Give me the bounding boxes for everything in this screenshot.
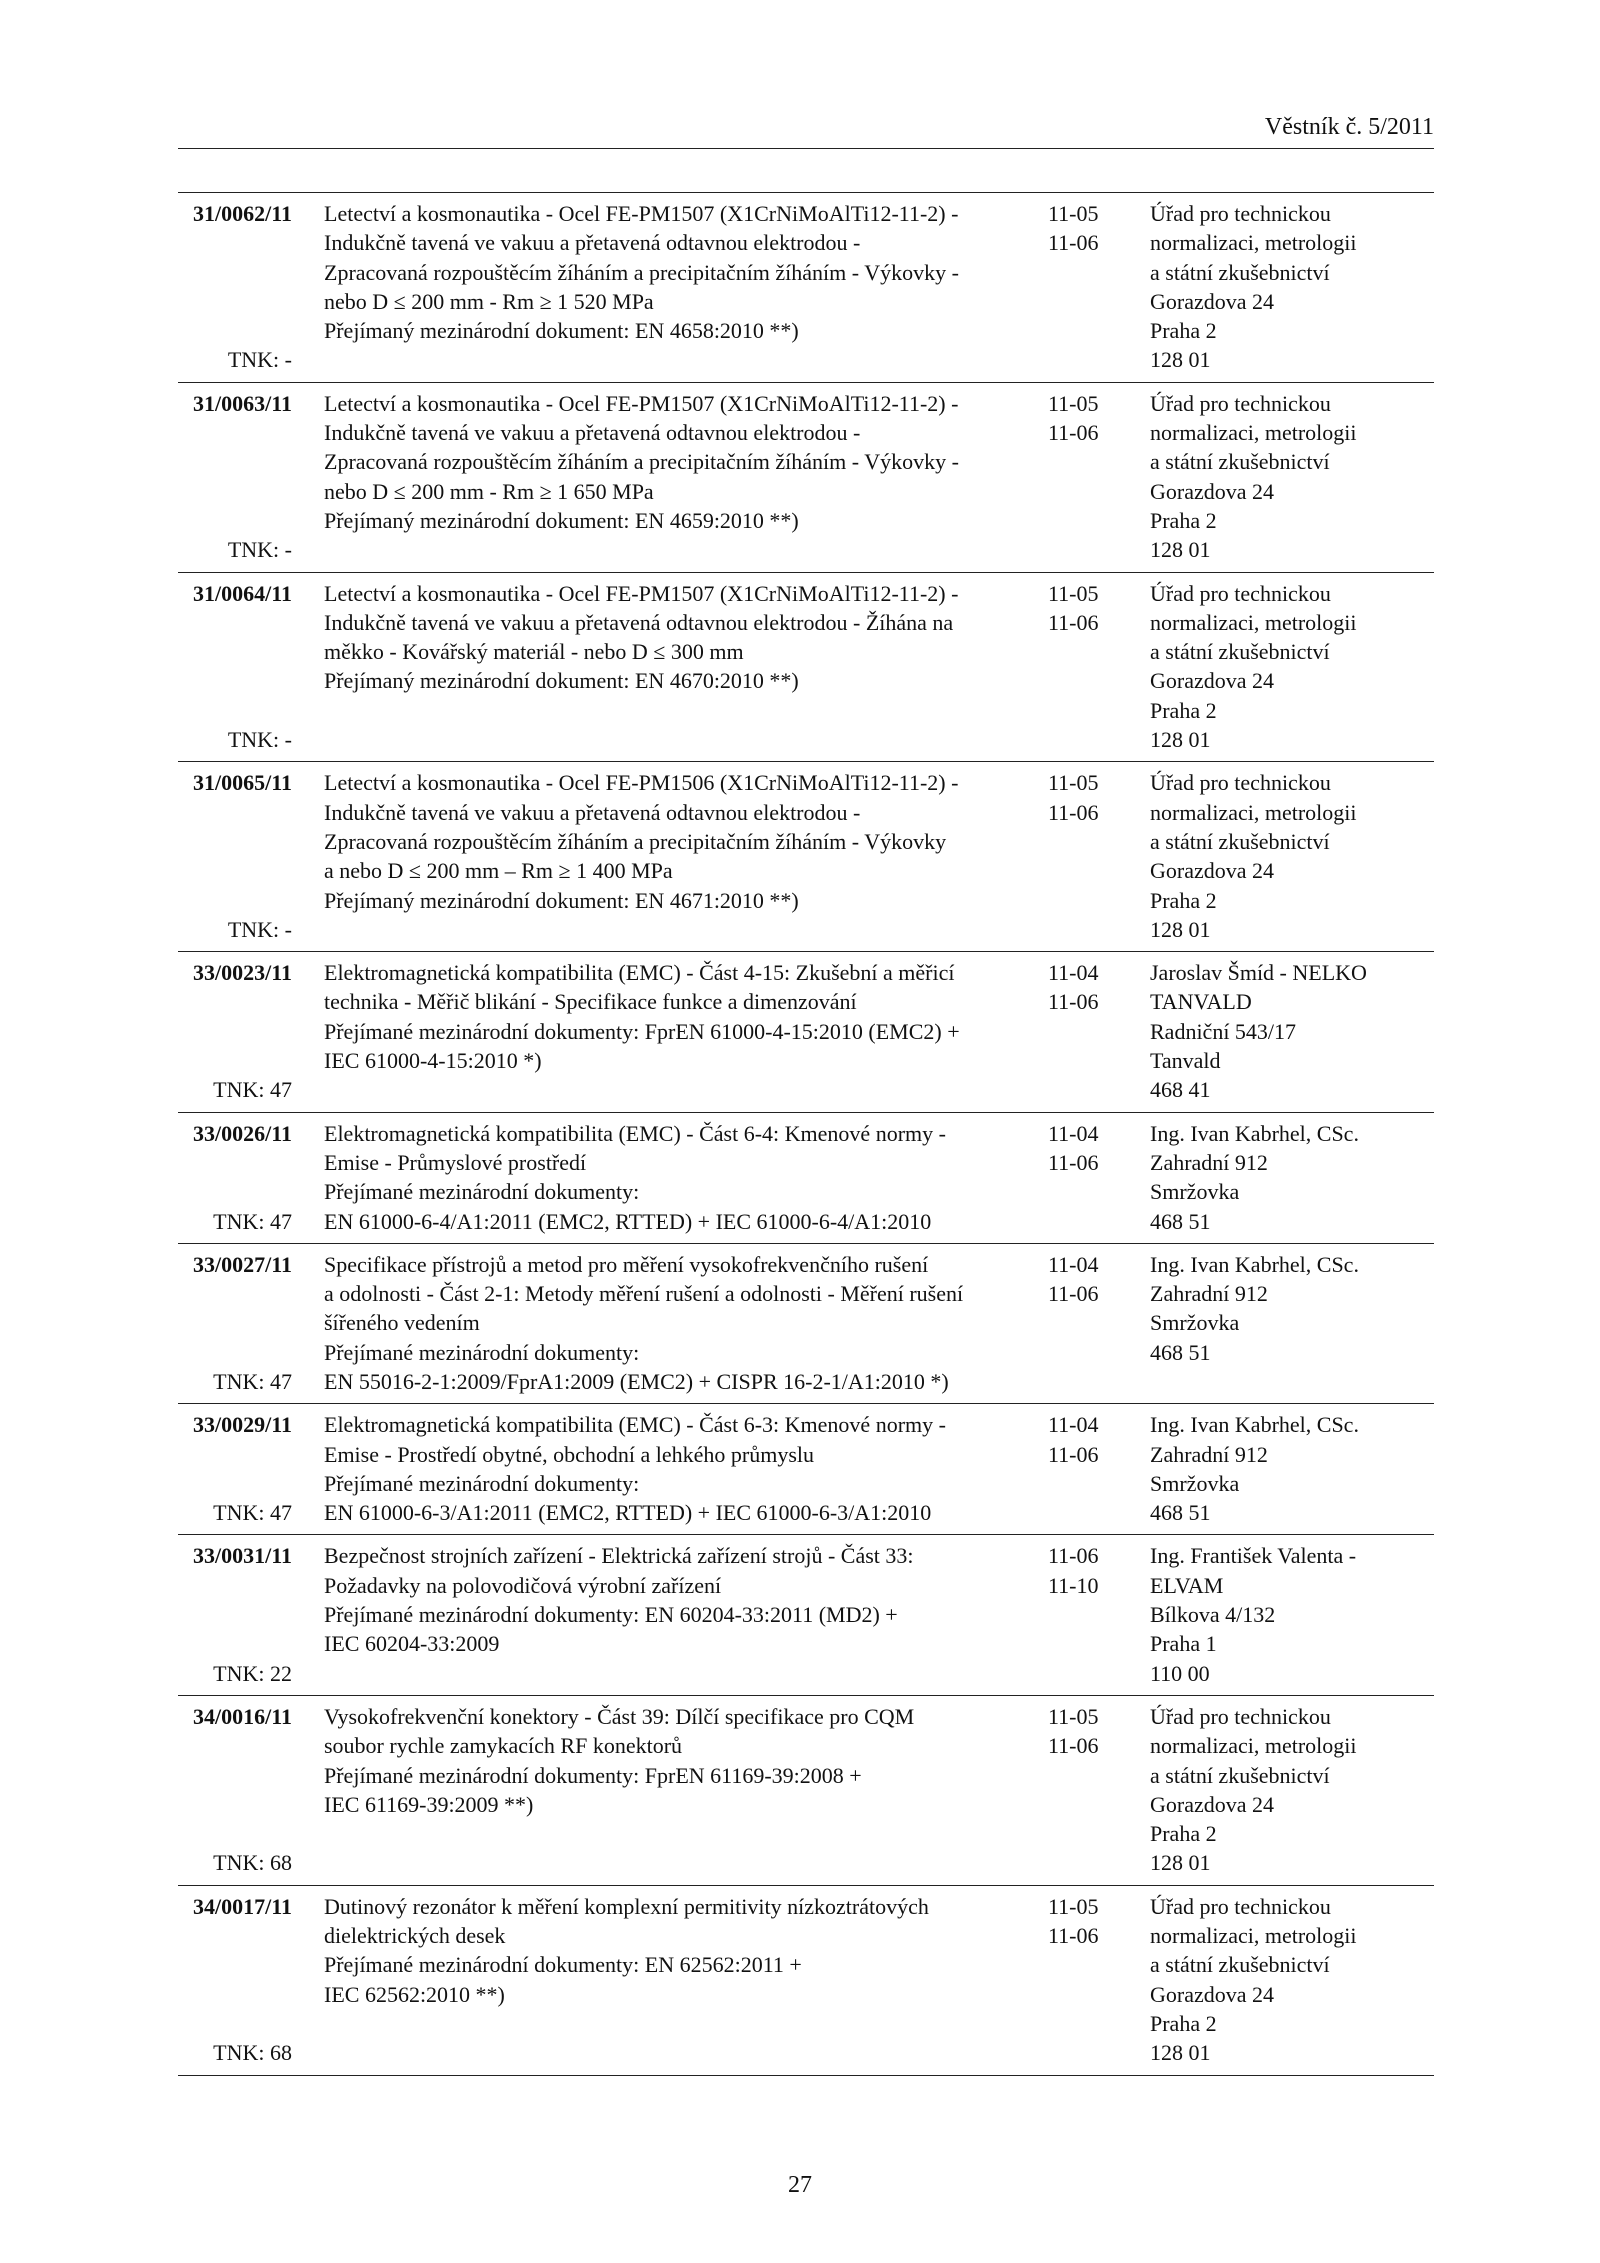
record-row — [178, 573, 1434, 763]
record-id-cell — [178, 768, 302, 944]
record-title-cell — [302, 389, 1030, 565]
contact-line: Úřad pro technickou — [1150, 1703, 1331, 1729]
record-title-cell — [302, 1119, 1030, 1236]
contact-line: Úřad pro technickou — [1150, 580, 1331, 606]
date-line: 11-05 — [1048, 1703, 1099, 1729]
date-line: 11-06 — [1048, 799, 1099, 825]
record-tnk: TNK: 47 — [213, 1077, 292, 1103]
title-line: Elektromagnetická kompatibilita (EMC) - Část 6-4: Kmenové normy - — [324, 1120, 946, 1146]
contact-line: 468 51 — [1150, 1339, 1211, 1365]
contact-line: Bílkova 4/132 — [1150, 1602, 1276, 1628]
date-line: 11-10 — [1048, 1572, 1099, 1598]
title-line: Letectví a kosmonautika - Ocel FE-PM1507 (X1CrNiMoAlTi12-11-2) - — [324, 390, 959, 416]
record-dates-cell — [1030, 1892, 1146, 2068]
date-line: 11-06 — [1048, 609, 1099, 635]
record-contact-cell — [1146, 199, 1434, 375]
title-line: technika - Měřič blikání - Specifikace funkce a dimenzování — [324, 989, 857, 1015]
title-line: Přejímané mezinárodní dokumenty: EN 62562:2011 + — [324, 1952, 802, 1978]
contact-line: Ing. Ivan Kabrhel, CSc. — [1150, 1120, 1359, 1146]
record-id-cell — [178, 1541, 302, 1687]
date-line: 11-04 — [1048, 1412, 1099, 1438]
contact-line: 128 01 — [1150, 347, 1211, 373]
contact-line: Gorazdova 24 — [1150, 668, 1275, 694]
record-dates-cell — [1030, 768, 1146, 944]
record-contact-cell — [1146, 1541, 1434, 1687]
title-line: Zpracovaná rozpouštěcím žíháním a precipitačním žíháním - Výkovky — [324, 828, 947, 854]
record-id-cell — [178, 1702, 302, 1878]
journal-issue: Věstník č. 5/2011 — [1264, 114, 1434, 140]
contact-line: Zahradní 912 — [1150, 1149, 1268, 1175]
record-tnk: TNK: - — [227, 537, 292, 563]
record-row — [178, 193, 1434, 383]
contact-line: Praha 2 — [1150, 697, 1217, 723]
title-line: EN 61000-6-4/A1:2011 (EMC2, RTTED) + IEC 61000-6-4/A1:2010 — [324, 1208, 932, 1234]
title-line: IEC 61169-39:2009 **) — [324, 1791, 534, 1817]
record-dates-cell — [1030, 1541, 1146, 1687]
record-tnk: TNK: 68 — [213, 2040, 292, 2066]
date-line: 11-05 — [1048, 1893, 1099, 1919]
record-tnk: TNK: 22 — [213, 1660, 292, 1686]
contact-line: a státní zkušebnictví — [1150, 1762, 1330, 1788]
record-row — [178, 383, 1434, 573]
contact-line: 128 01 — [1150, 2040, 1211, 2066]
contact-line: Zahradní 912 — [1150, 1281, 1268, 1307]
record-tnk: TNK: - — [227, 727, 292, 753]
contact-line: a státní zkušebnictví — [1150, 828, 1330, 854]
contact-line: normalizaci, metrologii — [1150, 420, 1357, 446]
title-line: šířeného vedením — [324, 1310, 480, 1336]
date-line: 11-05 — [1048, 201, 1099, 226]
record-number: 33/0026/11 — [192, 1120, 292, 1146]
record-row — [178, 952, 1434, 1112]
record-dates-cell — [1030, 1250, 1146, 1396]
record-tnk: TNK: - — [227, 347, 292, 373]
contact-line: 468 51 — [1150, 1500, 1211, 1526]
title-line: Přejímané mezinárodní dokumenty: FprEN 61169-39:2008 + — [324, 1762, 862, 1788]
contact-line: Praha 2 — [1150, 1821, 1217, 1847]
record-dates-cell — [1030, 579, 1146, 755]
title-line: Emise - Průmyslové prostředí — [324, 1149, 587, 1175]
title-line: Indukčně tavená ve vakuu a přetavená odtavnou elektrodou - — [324, 420, 861, 446]
title-line: soubor rychle zamykacích RF konektorů — [324, 1733, 683, 1759]
record-dates-cell — [1030, 1119, 1146, 1236]
contact-line: a státní zkušebnictví — [1150, 449, 1330, 475]
record-id-cell — [178, 389, 302, 565]
title-line: Elektromagnetická kompatibilita (EMC) - Část 6-3: Kmenové normy - — [324, 1412, 946, 1438]
record-contact-cell — [1146, 579, 1434, 755]
contact-line: Ing. Ivan Kabrhel, CSc. — [1150, 1251, 1359, 1277]
contact-line: Praha 1 — [1150, 1631, 1217, 1657]
contact-line: normalizaci, metrologii — [1150, 230, 1357, 256]
title-line: Přejímaný mezinárodní dokument: EN 4670:2010 **) — [324, 668, 799, 694]
record-contact-cell — [1146, 768, 1434, 944]
contact-line: 468 41 — [1150, 1077, 1211, 1103]
contact-line: Tanvald — [1150, 1048, 1221, 1074]
date-line: 11-06 — [1048, 1543, 1099, 1569]
record-row — [178, 1535, 1434, 1695]
contact-line: Ing. František Valenta - — [1150, 1543, 1357, 1569]
contact-line: a státní zkušebnictví — [1150, 1952, 1330, 1978]
title-line: Přejímané mezinárodní dokumenty: — [324, 1179, 640, 1205]
record-number: 33/0031/11 — [192, 1543, 292, 1569]
date-line: 11-06 — [1048, 230, 1099, 256]
contact-line: TANVALD — [1150, 989, 1252, 1015]
record-contact-cell — [1146, 389, 1434, 565]
contact-line: normalizaci, metrologii — [1150, 1733, 1357, 1759]
record-number: 33/0023/11 — [192, 960, 292, 986]
date-line: 11-05 — [1048, 580, 1099, 606]
contact-line: a státní zkušebnictví — [1150, 639, 1330, 665]
title-line: Elektromagnetická kompatibilita (EMC) - Část 4-15: Zkušební a měřicí — [324, 960, 955, 986]
page-number: 27 — [788, 2172, 812, 2198]
record-row — [178, 1696, 1434, 1886]
title-line: a odolnosti - Část 2-1: Metody měření rušení a odolnosti - Měření rušení — [324, 1281, 964, 1307]
date-line: 11-06 — [1048, 1149, 1099, 1175]
date-line: 11-04 — [1048, 1251, 1099, 1277]
date-line: 11-06 — [1048, 1441, 1099, 1467]
title-line: Letectví a kosmonautika - Ocel FE-PM1507 (X1CrNiMoAlTi12-11-2) - — [324, 201, 959, 226]
record-title-cell — [302, 1892, 1030, 2068]
record-contact-cell — [1146, 1119, 1434, 1236]
record-number: 34/0016/11 — [192, 1703, 292, 1729]
record-title-cell — [302, 1541, 1030, 1687]
page-header — [178, 112, 1434, 149]
title-line: Požadavky na polovodičová výrobní zařízení — [324, 1572, 722, 1598]
title-line: Letectví a kosmonautika - Ocel FE-PM1507 (X1CrNiMoAlTi12-11-2) - — [324, 580, 959, 606]
record-id-cell — [178, 1892, 302, 2068]
record-title-cell — [302, 1250, 1030, 1396]
date-line: 11-06 — [1048, 1923, 1099, 1949]
contact-line: Gorazdova 24 — [1150, 858, 1275, 884]
title-line: Bezpečnost strojních zařízení - Elektrická zařízení strojů - Část 33: — [324, 1543, 914, 1569]
contact-line: Smržovka — [1150, 1310, 1240, 1336]
contact-line: Praha 2 — [1150, 2010, 1217, 2036]
contact-line: Praha 2 — [1150, 887, 1217, 913]
title-line: Zpracovaná rozpouštěcím žíháním a precipitačním žíháním - Výkovky - — [324, 259, 959, 285]
title-line: EN 61000-6-3/A1:2011 (EMC2, RTTED) + IEC 61000-6-3/A1:2010 — [324, 1500, 932, 1526]
record-tnk: TNK: 47 — [213, 1500, 292, 1526]
title-line: Letectví a kosmonautika - Ocel FE-PM1506 (X1CrNiMoAlTi12-11-2) - — [324, 770, 959, 796]
record-id-cell — [178, 1410, 302, 1527]
title-line: Specifikace přístrojů a metod pro měření vysokofrekvenčního rušení — [324, 1251, 929, 1277]
record-row — [178, 1244, 1434, 1404]
contact-line: ELVAM — [1150, 1572, 1224, 1598]
record-tnk: TNK: 47 — [213, 1368, 292, 1394]
contact-line: Ing. Ivan Kabrhel, CSc. — [1150, 1412, 1359, 1438]
contact-line: normalizaci, metrologii — [1150, 1923, 1357, 1949]
record-contact-cell — [1146, 1892, 1434, 2068]
title-line: Dutinový rezonátor k měření komplexní permitivity nízkoztrátových — [324, 1893, 929, 1919]
title-line: Indukčně tavená ve vakuu a přetavená odtavnou elektrodou - — [324, 230, 861, 256]
title-line: Přejímané mezinárodní dokumenty: — [324, 1339, 640, 1365]
record-contact-cell — [1146, 1702, 1434, 1878]
record-id-cell — [178, 958, 302, 1104]
title-line: Zpracovaná rozpouštěcím žíháním a precipitačním žíháním - Výkovky - — [324, 449, 959, 475]
title-line: nebo D ≤ 200 mm - Rm ≥ 1 650 MPa — [324, 478, 654, 504]
record-number: 31/0065/11 — [192, 770, 292, 796]
record-dates-cell — [1030, 958, 1146, 1104]
record-row — [178, 762, 1434, 952]
record-id-cell — [178, 1119, 302, 1236]
record-number: 34/0017/11 — [192, 1893, 292, 1919]
date-line: 11-06 — [1048, 1281, 1099, 1307]
record-id-cell — [178, 1250, 302, 1396]
record-title-cell — [302, 579, 1030, 755]
record-contact-cell — [1146, 958, 1434, 1104]
title-line: Emise - Prostředí obytné, obchodní a lehkého průmyslu — [324, 1441, 815, 1467]
title-line: a nebo D ≤ 200 mm – Rm ≥ 1 400 MPa — [324, 858, 673, 884]
records-table — [178, 192, 1434, 2076]
contact-line: 128 01 — [1150, 1850, 1211, 1876]
record-dates-cell — [1030, 389, 1146, 565]
record-number: 31/0064/11 — [192, 580, 292, 606]
title-line: IEC 62562:2010 **) — [324, 1981, 505, 2007]
record-title-cell — [302, 1410, 1030, 1527]
contact-line: 128 01 — [1150, 727, 1211, 753]
record-id-cell — [178, 579, 302, 755]
date-line: 11-05 — [1048, 770, 1099, 796]
contact-line: Úřad pro technickou — [1150, 390, 1331, 416]
record-title-cell — [302, 768, 1030, 944]
date-line: 11-05 — [1048, 390, 1099, 416]
contact-line: Gorazdova 24 — [1150, 1791, 1275, 1817]
contact-line: Praha 2 — [1150, 507, 1217, 533]
contact-line: 128 01 — [1150, 537, 1211, 563]
contact-line: Gorazdova 24 — [1150, 288, 1275, 314]
title-line: EN 55016-2-1:2009/FprA1:2009 (EMC2) + CISPR 16-2-1/A1:2010 *) — [324, 1368, 949, 1394]
title-line: nebo D ≤ 200 mm - Rm ≥ 1 520 MPa — [324, 288, 654, 314]
record-tnk: TNK: 68 — [213, 1850, 292, 1876]
record-title-cell — [302, 958, 1030, 1104]
title-line: měkko - Kovářský materiál - nebo D ≤ 300 mm — [324, 639, 744, 665]
record-tnk: TNK: 47 — [213, 1208, 292, 1234]
record-dates-cell — [1030, 1410, 1146, 1527]
contact-line: Zahradní 912 — [1150, 1441, 1268, 1467]
date-line: 11-04 — [1048, 1120, 1099, 1146]
record-row — [178, 1113, 1434, 1244]
contact-line: normalizaci, metrologii — [1150, 799, 1357, 825]
contact-line: Jaroslav Šmíd - NELKO — [1150, 960, 1367, 986]
contact-line: Gorazdova 24 — [1150, 478, 1275, 504]
title-line: Vysokofrekvenční konektory - Část 39: Dílčí specifikace pro CQM — [324, 1703, 915, 1729]
date-line: 11-06 — [1048, 420, 1099, 446]
date-line: 11-06 — [1048, 1733, 1099, 1759]
contact-line: 128 01 — [1150, 916, 1211, 942]
title-line: IEC 61000-4-15:2010 *) — [324, 1048, 542, 1074]
contact-line: Úřad pro technickou — [1150, 201, 1331, 226]
title-line: IEC 60204-33:2009 — [324, 1631, 500, 1657]
record-contact-cell — [1146, 1250, 1434, 1396]
title-line: Přejímaný mezinárodní dokument: EN 4671:2010 **) — [324, 887, 799, 913]
record-title-cell — [302, 1702, 1030, 1878]
record-contact-cell — [1146, 1410, 1434, 1527]
record-number: 31/0063/11 — [192, 390, 292, 416]
title-line: dielektrických desek — [324, 1923, 506, 1949]
contact-line: Smržovka — [1150, 1179, 1240, 1205]
contact-line: Gorazdova 24 — [1150, 1981, 1275, 2007]
contact-line: 468 51 — [1150, 1208, 1211, 1234]
title-line: Přejímaný mezinárodní dokument: EN 4658:2010 **) — [324, 318, 799, 344]
title-line: Indukčně tavená ve vakuu a přetavená odtavnou elektrodou - — [324, 799, 861, 825]
record-id-cell — [178, 199, 302, 375]
date-line: 11-06 — [1048, 989, 1099, 1015]
contact-line: Úřad pro technickou — [1150, 770, 1331, 796]
contact-line: Praha 2 — [1150, 318, 1217, 344]
contact-line: normalizaci, metrologii — [1150, 609, 1357, 635]
record-dates-cell — [1030, 1702, 1146, 1878]
record-row — [178, 1404, 1434, 1535]
record-row — [178, 1886, 1434, 2076]
record-dates-cell — [1030, 199, 1146, 375]
record-number: 33/0029/11 — [192, 1412, 292, 1438]
contact-line: Smržovka — [1150, 1470, 1240, 1496]
record-tnk: TNK: - — [227, 916, 292, 942]
contact-line: a státní zkušebnictví — [1150, 259, 1330, 285]
contact-line: Radniční 543/17 — [1150, 1018, 1297, 1044]
title-line: Přejímaný mezinárodní dokument: EN 4659:2010 **) — [324, 507, 799, 533]
contact-line: 110 00 — [1150, 1660, 1210, 1686]
title-line: Indukčně tavená ve vakuu a přetavená odtavnou elektrodou - Žíhána na — [324, 609, 954, 635]
record-title-cell — [302, 199, 1030, 375]
date-line: 11-04 — [1048, 960, 1099, 986]
title-line: Přejímané mezinárodní dokumenty: EN 60204-33:2011 (MD2) + — [324, 1602, 898, 1628]
record-number: 31/0062/11 — [192, 201, 292, 226]
record-number: 33/0027/11 — [192, 1251, 292, 1277]
title-line: Přejímané mezinárodní dokumenty: FprEN 61000-4-15:2010 (EMC2) + — [324, 1018, 960, 1044]
title-line: Přejímané mezinárodní dokumenty: — [324, 1470, 640, 1496]
contact-line: Úřad pro technickou — [1150, 1893, 1331, 1919]
